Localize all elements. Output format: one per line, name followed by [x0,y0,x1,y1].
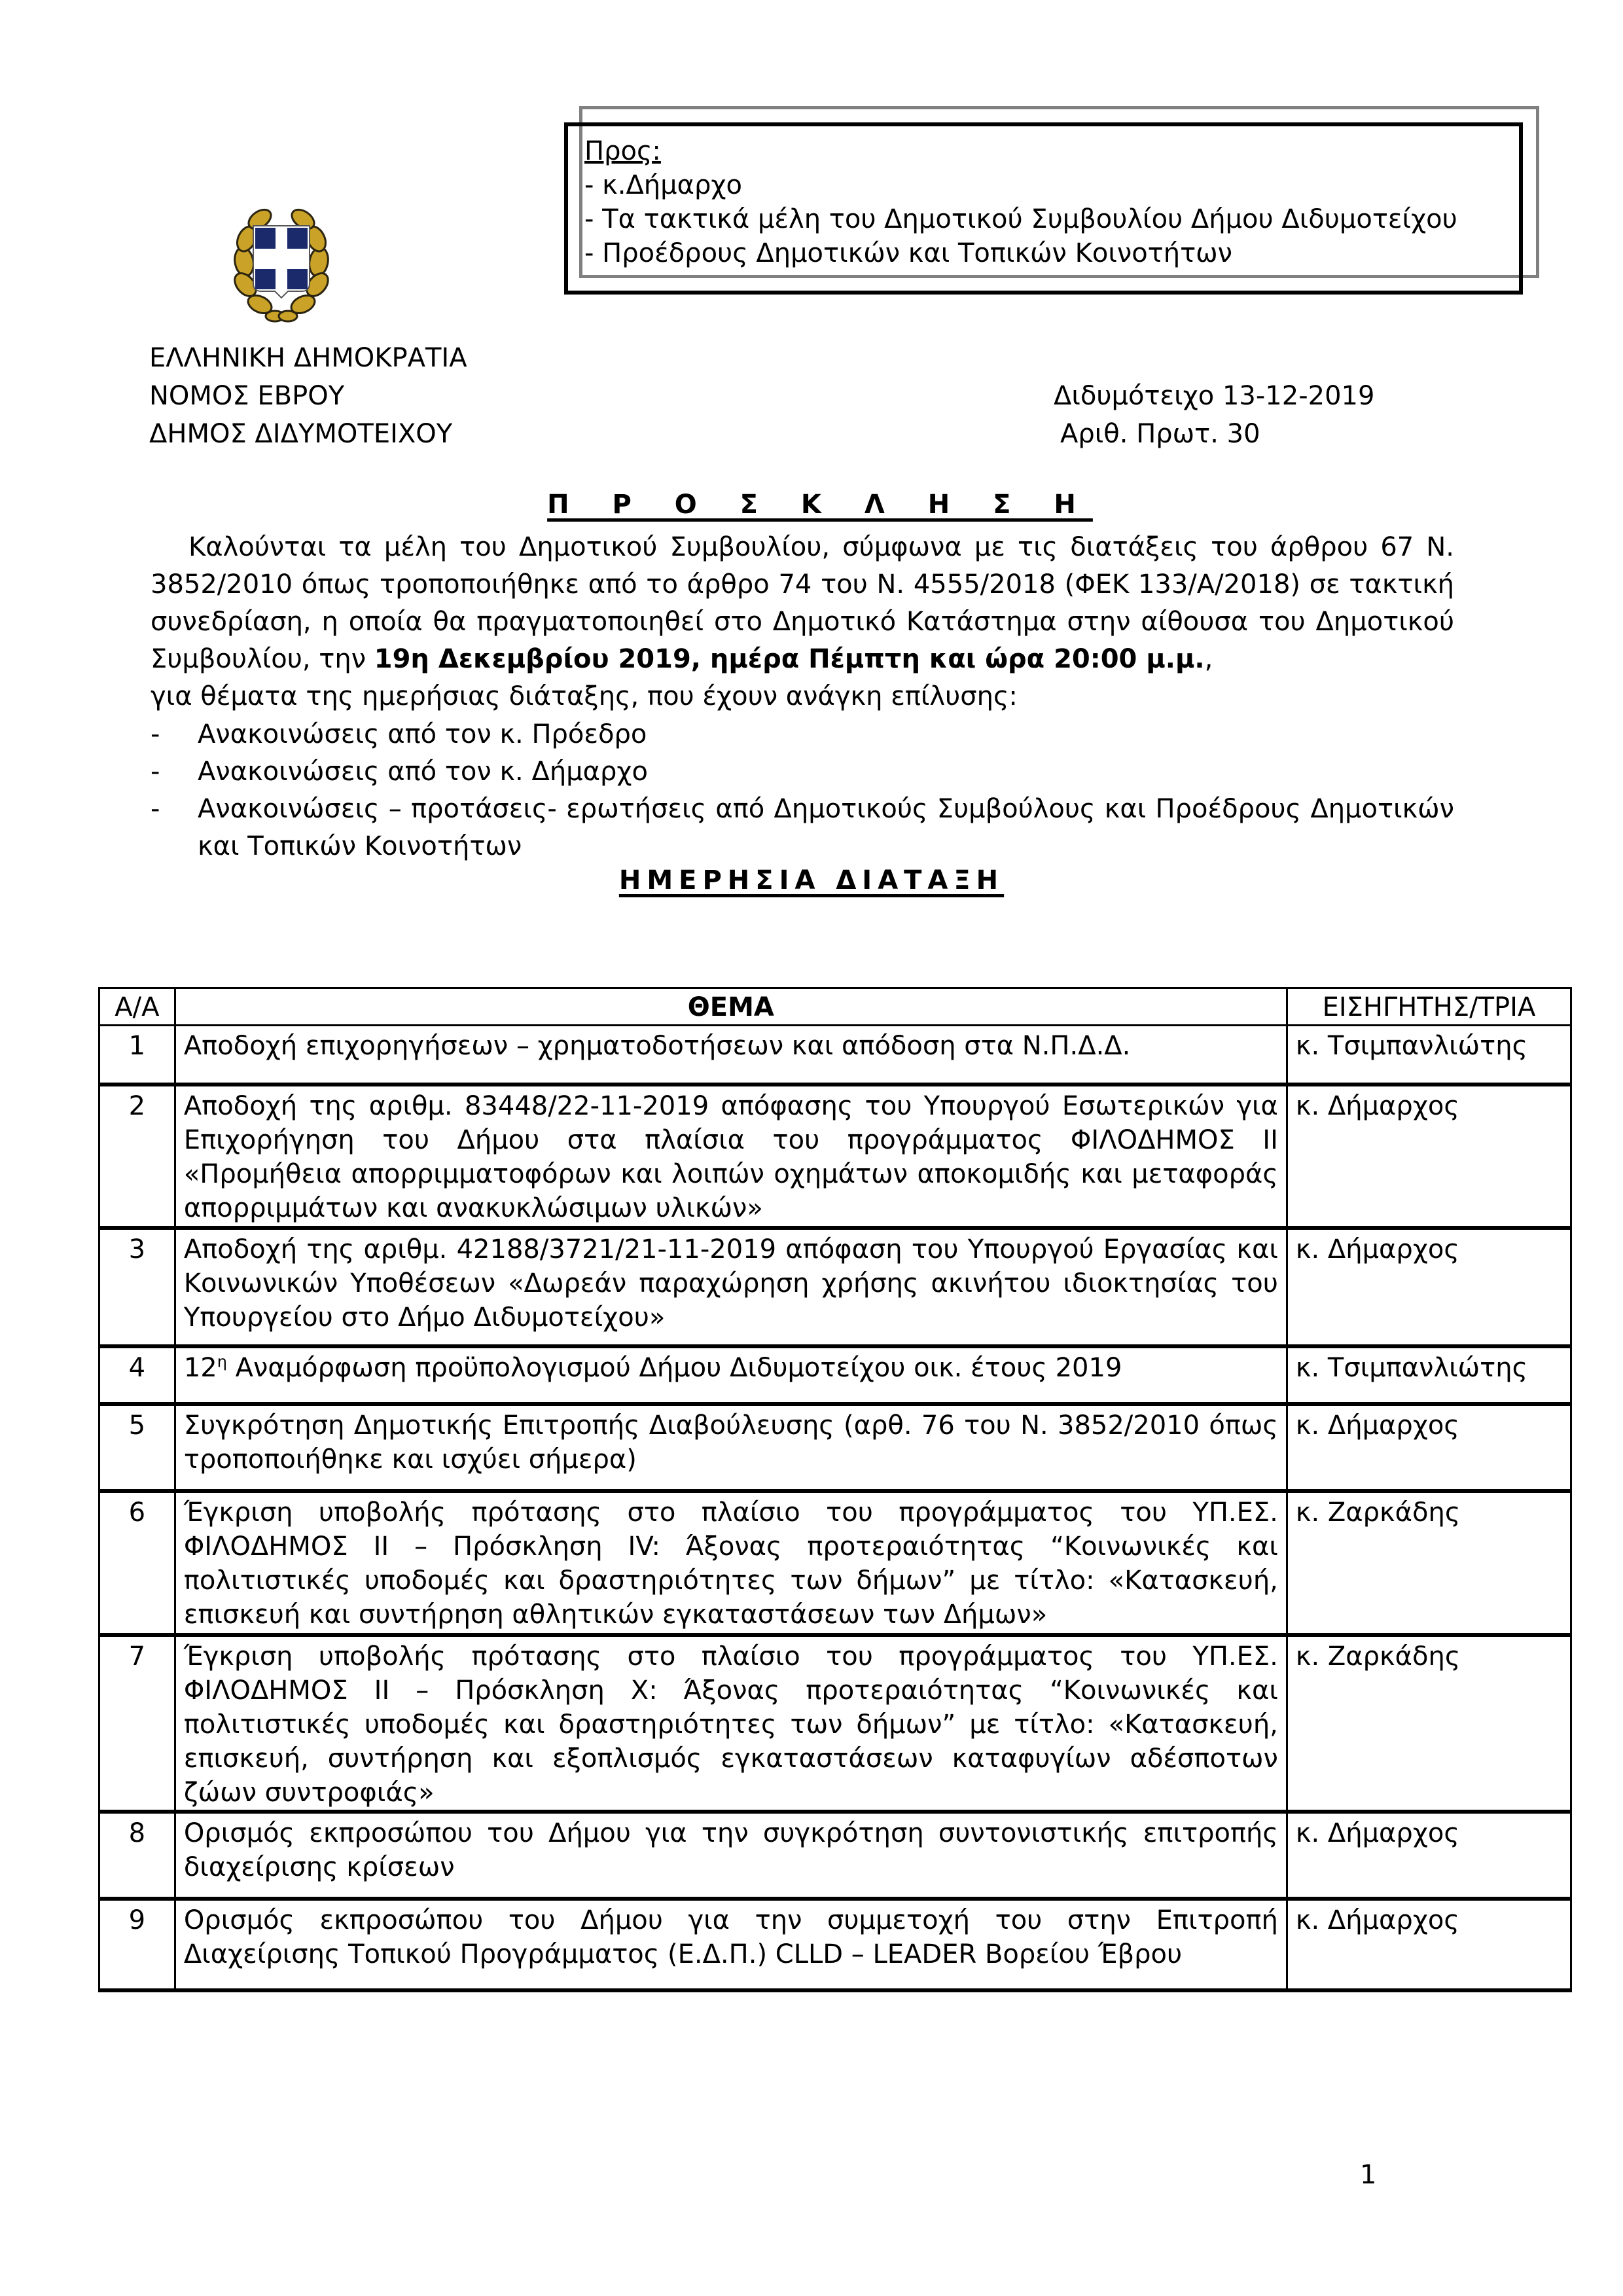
meeting-datetime: 19η Δεκεμβρίου 2019, ημέρα Πέμπτη και ώρα 20:00 μ.μ. [374,644,1205,674]
table-row [99,1899,1571,1990]
table-row [99,1346,1571,1404]
agenda-table [98,987,1572,1992]
recipients-block [584,134,1457,270]
recipient-line: - Τα τακτικά μέλη του Δημοτικού Συμβουλίου Δήμου Διδυμοτείχου [584,204,1457,234]
header-aa: Α/Α [99,988,175,1026]
document-title [0,490,1623,520]
table-row [99,1026,1571,1085]
list-item [151,753,1454,791]
greek-coat-of-arms-icon [226,200,337,324]
document-title-text: Π Ρ Ο Σ Κ Λ Η Σ Η [547,490,1093,520]
row-number: 3 [99,1228,175,1346]
row-number: 7 [99,1635,175,1812]
row-subject: Αποδοχή της αριθμ. 83448/22-11-2019 απόφασης του Υπουργού Εσωτερικών για Επιχορήγηση του Δήμου στα πλαίσια του προγράμματος ΦΙΛΟΔΗΜΟΣ ΙΙ «Προμήθεια απορριμματοφόρων και λοιπών οχημάτων αποκομιδής και μεταφοράς απορριμμάτων και ανακυκλώσιμων υλικών» [175,1085,1287,1228]
row-number: 4 [99,1346,175,1404]
row-subject: Έγκριση υποβολής πρότασης στο πλαίσιο του προγράμματος του ΥΠ.ΕΣ. ΦΙΛΟΔΗΜΟΣ ΙΙ – Πρόσκληση Χ: Άξονας προτεραιότητας “Κοινωνικές και πολιτιστικές υποδομές και δραστηριότητες των δήμων” με τίτλο: «Κατασκευή, επισκευή, συντήρηση και εξοπλισμός εγκαταστάσεων καταφυγίων αδέσποτων ζώων συντροφιάς» [175,1635,1287,1812]
issuer-block [149,339,467,453]
bullet-dash: - [151,719,160,749]
row-subject: Συγκρότηση Δημοτικής Επιτροπής Διαβούλευσης (αρθ. 76 του Ν. 3852/2010 όπως τροποποιήθηκε και ισχύει σήμερα) [175,1404,1287,1491]
row-number: 8 [99,1812,175,1899]
list-item-text: Ανακοινώσεις από τον κ. Δήμαρχο [198,757,648,787]
list-item-text: Ανακοινώσεις από τον κ. Πρόεδρο [198,719,647,749]
invitation-paragraph [151,529,1454,715]
bullet-dash: - [151,794,160,824]
table-row [99,1228,1571,1346]
row-subject: Αποδοχή της αριθμ. 42188/3721/21-11-2019 απόφαση του Υπουργού Εργασίας και Κοινωνικών Υποθέσεων «Δωρεάν παραχώρηση χρήσης ακινήτου ιδιοκτησίας του Υπουργείου στο Δήμο Διδυμοτείχου» [175,1228,1287,1346]
table-row [99,1085,1571,1228]
row-rapporteur: κ. Τσιμπανλιώτης [1287,1026,1571,1085]
ordinal-number: 12 [183,1352,217,1383]
page-number: 1 [1360,2160,1377,2190]
table-row [99,1404,1571,1491]
row-subject: Αποδοχή επιχορηγήσεων – χρηματοδοτήσεων και απόδοση στα Ν.Π.Δ.Δ. [175,1026,1287,1085]
bullet-dash: - [151,757,160,787]
protocol-number: Αριθ. Πρωτ. 30 [1060,419,1260,449]
issuer-municipality: ΔΗΜΟΣ ΔΙΔΥΜΟΤΕΙΧΟΥ [149,419,453,449]
recipient-line: - Προέδρους Δημοτικών και Τοπικών Κοινοτήτων [584,238,1233,268]
announcements-list [151,716,1454,865]
agenda-title-text: ΗΜΕΡΗΣΙΑ ΔΙΑΤΑΞΗ [618,865,1005,895]
row-number: 1 [99,1026,175,1085]
invitation-comma: , [1204,644,1213,674]
list-item [151,791,1454,865]
row-subject: Ορισμός εκπροσώπου του Δήμου για την συγκρότηση συντονιστικής επιτροπής διαχείρισης κρίσεων [175,1812,1287,1899]
issuer-prefecture: ΝΟΜΟΣ ΕΒΡΟΥ [149,381,345,411]
row-rapporteur: κ. Ζαρκάδης [1287,1491,1571,1635]
recipients-heading: Προς: [584,136,661,166]
agenda-title [0,865,1623,895]
place-date: Διδυμότειχο 13-12-2019 [1054,381,1375,411]
list-item [151,716,1454,753]
table-row [99,1635,1571,1812]
row-rapporteur: κ. Δήμαρχος [1287,1228,1571,1346]
date-protocol-block [1054,377,1374,453]
table-row [99,1491,1571,1635]
table-header-row [99,988,1571,1026]
row-number: 5 [99,1404,175,1491]
row-number: 2 [99,1085,175,1228]
invitation-closing: για θέματα της ημερήσιας διάταξης, που έχουν ανάγκη επίλυσης: [151,681,1018,711]
header-rapporteur: ΕΙΣΗΓΗΤΗΣ/ΤΡΙΑ [1287,988,1571,1026]
issuer-country: ΕΛΛΗΝΙΚΗ ΔΗΜΟΚΡΑΤΙΑ [149,343,467,373]
row-rapporteur: κ. Δήμαρχος [1287,1404,1571,1491]
row-rapporteur: κ. Δήμαρχος [1287,1812,1571,1899]
row-subject: Έγκριση υποβολής πρότασης στο πλαίσιο του προγράμματος του ΥΠ.ΕΣ. ΦΙΛΟΔΗΜΟΣ ΙΙ – Πρόσκληση IV: Άξονας προτεραιότητας “Κοινωνικές και πολιτιστικές υποδομές και δραστηριότητες των δήμων” με τίτλο: «Κατασκευή, επισκευή και συντήρηση αθλητικών εγκαταστάσεων των Δήμων» [175,1491,1287,1635]
row-rapporteur: κ. Ζαρκάδης [1287,1635,1571,1812]
recipient-line: - κ.Δήμαρχο [584,170,742,200]
row-rapporteur: κ. Τσιμπανλιώτης [1287,1346,1571,1404]
row-number: 9 [99,1899,175,1990]
header-theme: ΘΕΜΑ [175,988,1287,1026]
row-number: 6 [99,1491,175,1635]
table-row [99,1812,1571,1899]
row-subject-text: Αναμόρφωση προϋπολογισμού Δήμου Διδυμοτείχου οικ. έτους 2019 [226,1352,1122,1383]
row-subject: Ορισμός εκπροσώπου του Δήμου για την συμμετοχή του στην Επιτροπή Διαχείρισης Τοπικού Προγράμματος (Ε.Δ.Π.) CLLD – LEADER Βορείου Έβρου [175,1899,1287,1990]
row-rapporteur: κ. Δήμαρχος [1287,1085,1571,1228]
row-rapporteur: κ. Δήμαρχος [1287,1899,1571,1990]
invitation-text: Καλούνται τα μέλη του Δημοτικού Συμβουλίου, σύμφωνα με τις διατάξεις του άρθρου 67 Ν. 3852/2010 όπως τροποποιήθηκε από το άρθρο 74 του Ν. 4555/2018 (ΦΕΚ 133/Α/2018) σε τακτική συνεδρίαση, η οποία θα πραγματοποιηθεί στο Δημοτικό Κατάστημα στην αίθουσα του Δημοτικού Συμβουλίου, την [151,532,1454,674]
ordinal-suffix: η [217,1352,227,1371]
list-item-text: Ανακοινώσεις – προτάσεις- ερωτήσεις από Δημοτικούς Συμβούλους και Προέδρους Δημοτικών και Τοπικών Κοινοτήτων [198,794,1454,861]
row-subject [175,1346,1287,1404]
